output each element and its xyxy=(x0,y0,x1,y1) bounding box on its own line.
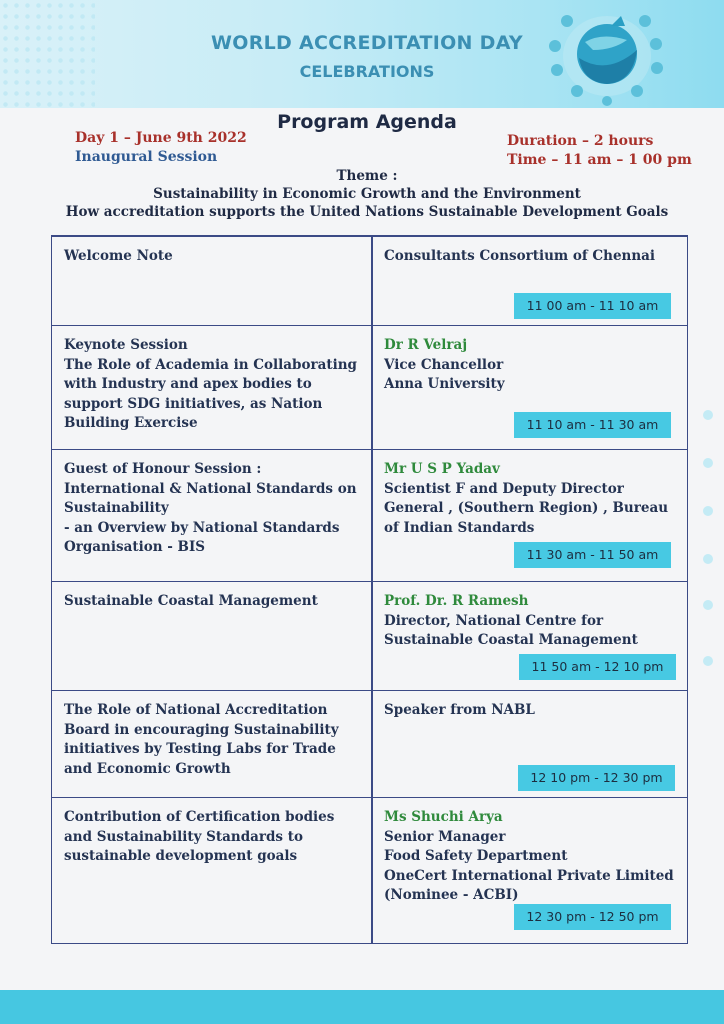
topic-description: International & National Standards on Sustainability - an Overview by National Standards Organisation - BIS xyxy=(64,480,357,555)
topic-cell xyxy=(64,460,360,558)
day-label: Day 1 – June 9th 2022 xyxy=(75,130,247,146)
time-slot-badge: 12 10 pm - 12 30 pm xyxy=(518,765,675,791)
banner-title: WORLD ACCREDITATION DAY xyxy=(210,32,523,54)
speaker-details: Speaker from NABL xyxy=(384,702,535,718)
speaker-cell xyxy=(384,460,684,538)
table-row xyxy=(52,236,687,325)
speaker-details: Consultants Consortium of Chennai xyxy=(384,248,656,264)
session-label: Inaugural Session xyxy=(75,149,218,165)
table-row xyxy=(52,325,687,449)
topic-cell xyxy=(64,336,360,434)
duration-label: Duration – 2 hours xyxy=(507,133,654,149)
banner-subtitle: CELEBRATIONS xyxy=(299,62,435,81)
theme-label: Theme : xyxy=(336,168,398,184)
speaker-name: Dr R Velraj xyxy=(384,337,468,353)
decorative-dot xyxy=(703,458,713,468)
topic-cell xyxy=(64,592,360,612)
page-title: Program Agenda xyxy=(277,111,457,133)
table-row xyxy=(52,581,687,690)
speaker-cell xyxy=(384,808,684,906)
topic-label: Keynote Session xyxy=(64,337,188,353)
theme-line-2: How accreditation supports the United Nations Sustainable Development Goals xyxy=(65,204,669,220)
table-row xyxy=(52,797,687,944)
topic-cell xyxy=(64,701,360,779)
decorative-dot xyxy=(703,410,713,420)
topic-label: The Role of National Accreditation Board in encouraging Sustainability initiatives by Testing Labs for Trade and Economic Growth xyxy=(64,702,339,777)
time-slot-badge: 11 50 am - 12 10 pm xyxy=(519,654,676,680)
speaker-cell xyxy=(384,592,684,651)
time-slot-badge: 11 30 am - 11 50 am xyxy=(514,542,671,568)
topic-label: Welcome Note xyxy=(64,248,173,264)
speaker-details: Director, National Centre for Sustainable Coastal Management xyxy=(384,612,638,648)
table-row xyxy=(52,690,687,797)
speaker-details: Senior Manager Food Safety Department OneCert International Private Limited (Nominee - ACBI) xyxy=(384,828,674,903)
topic-label: Sustainable Coastal Management xyxy=(64,593,318,609)
theme-line-1: Sustainability in Economic Growth and the Environment xyxy=(153,186,581,202)
speaker-name: Mr U S P Yadav xyxy=(384,461,500,477)
decorative-dot xyxy=(703,506,713,516)
topic-cell xyxy=(64,247,360,267)
time-range-label: Time – 11 am – 1 00 pm xyxy=(507,152,692,168)
footer-bar xyxy=(0,990,724,1024)
time-slot-badge: 12 30 pm - 12 50 pm xyxy=(514,904,671,930)
speaker-name: Prof. Dr. R Ramesh xyxy=(384,593,529,609)
header-banner xyxy=(0,0,724,108)
speaker-name: Ms Shuchi Arya xyxy=(384,809,503,825)
time-slot-badge: 11 10 am - 11 30 am xyxy=(514,412,671,438)
decorative-dot xyxy=(703,656,713,666)
speaker-cell xyxy=(384,247,684,267)
decorative-dot xyxy=(703,554,713,564)
dot-pattern-decoration xyxy=(0,0,95,108)
speaker-details: Vice Chancellor Anna University xyxy=(384,356,505,392)
topic-cell xyxy=(64,808,360,867)
agenda-table xyxy=(51,235,688,944)
table-row xyxy=(52,449,687,581)
globe-sdg-icon xyxy=(547,6,667,106)
topic-description: The Role of Academia in Collaborating with Industry and apex bodies to support SDG initiatives, as Nation Building Exercise xyxy=(64,356,357,431)
speaker-cell xyxy=(384,336,684,395)
speaker-details: Scientist F and Deputy Director General , (Southern Region) , Bureau of Indian Standards xyxy=(384,480,669,536)
time-slot-badge: 11 00 am - 11 10 am xyxy=(514,293,671,319)
speaker-cell xyxy=(384,701,684,721)
decorative-dot xyxy=(703,600,713,610)
topic-label: Contribution of Certification bodies and Sustainability Standards to sustainable development goals xyxy=(64,809,335,864)
topic-label: Guest of Honour Session : xyxy=(64,461,262,477)
